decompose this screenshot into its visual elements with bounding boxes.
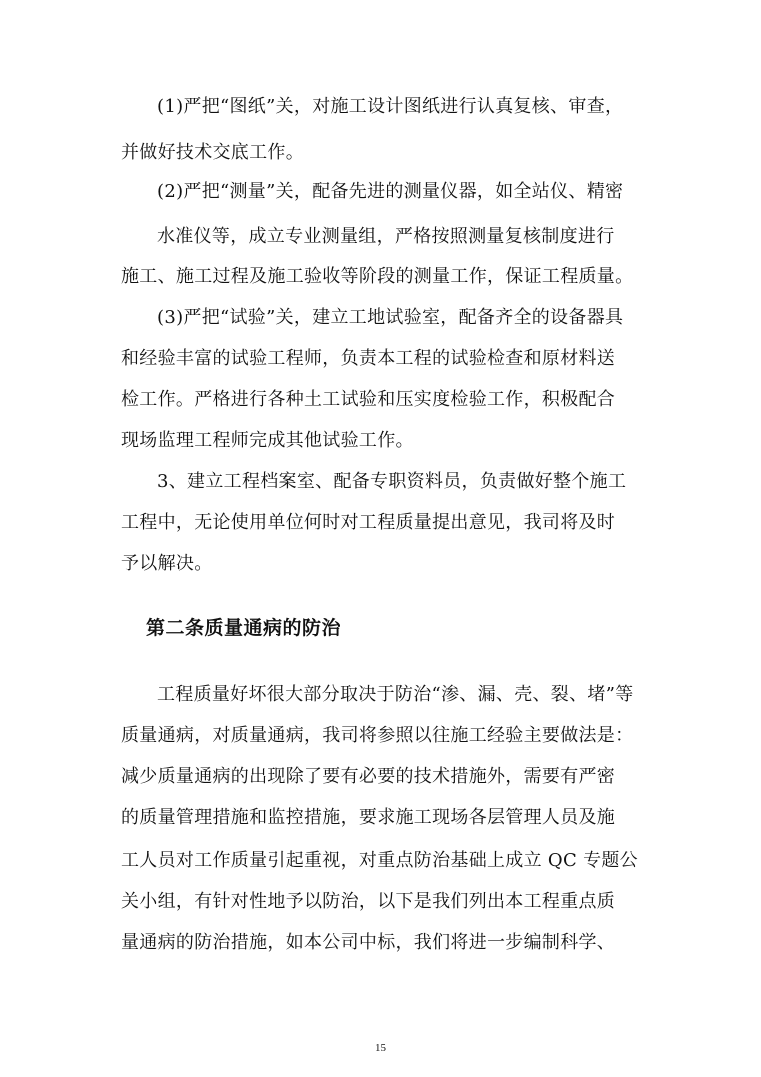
paragraph-line: 施工、施工过程及施工验收等阶段的测量工作，保证工程质量。 xyxy=(121,266,634,287)
paragraph-line: 水准仪等，成立专业测量组，严格按照测量复核制度进行 xyxy=(157,226,615,247)
section-paragraph-line: 量通病的防治措施，如本公司中标，我们将进一步编制科学、 xyxy=(121,932,616,953)
paragraph-line: 3、建立工程档案室、配备专职资料员，负责做好整个施工 xyxy=(157,471,627,492)
paragraph-line: (3)严把“试验”关，建立工地试验室，配备齐全的设备器具 xyxy=(157,307,624,328)
section-paragraph-line: 质量通病，对质量通病，我司将参照以往施工经验主要做法是： xyxy=(121,725,634,746)
paragraph-line: 检工作。严格进行各种土工试验和压实度检验工作，积极配合 xyxy=(121,389,616,410)
section-heading: 第二条质量通病的防治 xyxy=(146,617,342,639)
paragraph-line: 和经验丰富的试验工程师，负责本工程的试验检查和原材料送 xyxy=(121,348,616,369)
paragraph-line: (2)严把“测量”关，配备先进的测量仪器，如全站仪、精密 xyxy=(157,181,624,202)
paragraph-line: 现场监理工程师完成其他试验工作。 xyxy=(121,430,414,451)
section-paragraph-line: 的质量管理措施和监控措施，要求施工现场各层管理人员及施 xyxy=(121,807,616,828)
paragraph-line: 予以解决。 xyxy=(121,553,213,574)
section-paragraph-line: 工人员对工作质量引起重视，对重点防治基础上成立 QC 专题公 xyxy=(121,850,638,871)
paragraph-line: 并做好技术交底工作。 xyxy=(121,142,304,163)
paragraph-line: 工程中，无论使用单位何时对工程质量提出意见，我司将及时 xyxy=(121,512,616,533)
section-paragraph-line: 关小组，有针对性地予以防治，以下是我们列出本工程重点质 xyxy=(121,891,616,912)
section-paragraph-line: 工程质量好坏很大部分取决于防治“渗、漏、壳、裂、堵”等 xyxy=(157,684,634,705)
section-paragraph-line: 减少质量通病的出现除了要有必要的技术措施外，需要有严密 xyxy=(121,766,616,787)
page-number: 15 xyxy=(375,1042,386,1054)
paragraph-line: (1)严把“图纸”关，对施工设计图纸进行认真复核、审查， xyxy=(157,96,624,117)
